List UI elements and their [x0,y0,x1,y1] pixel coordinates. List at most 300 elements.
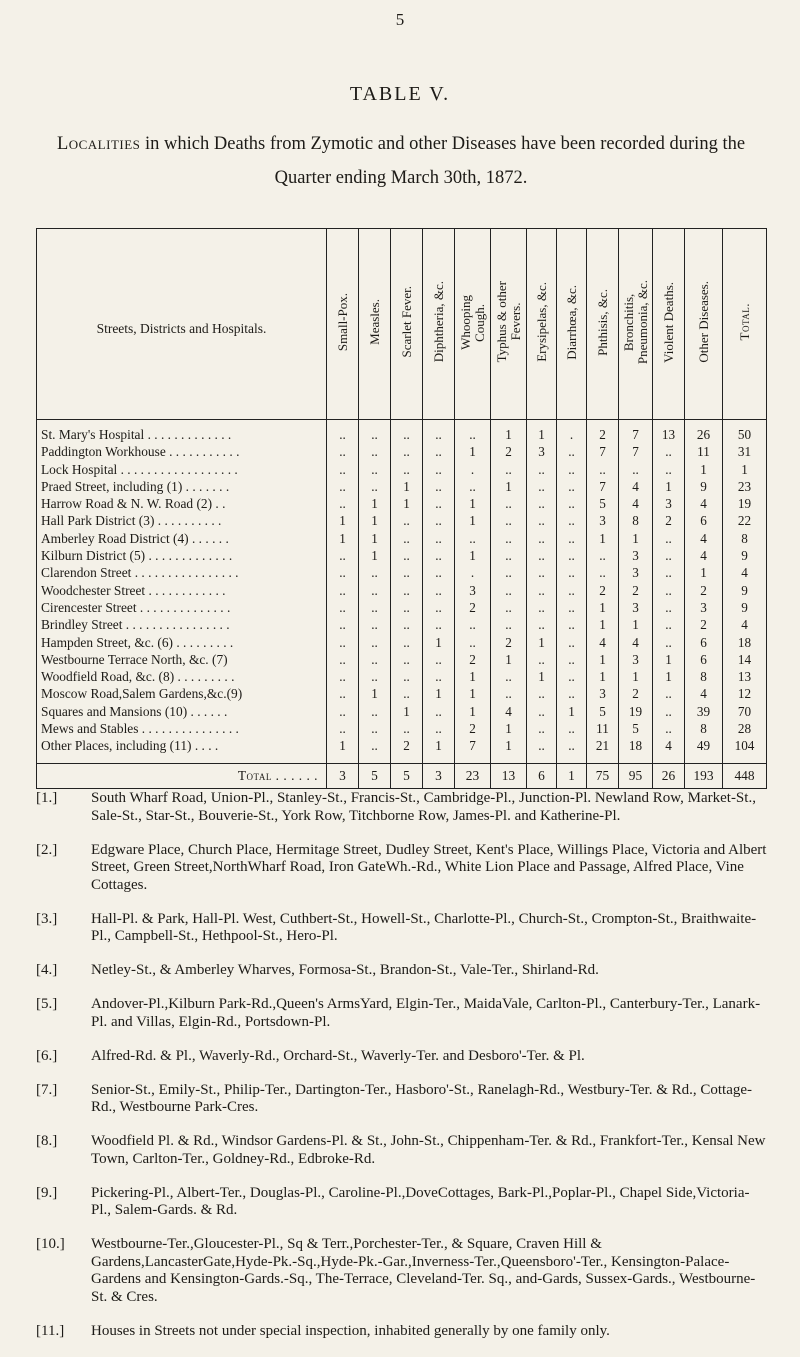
row-locality: Woodfield Road, &c. (8) . . . . . . . . . [37,668,327,685]
footnote [36,842,768,895]
table-cell: . [455,564,491,581]
table-cell: 23 [723,478,767,495]
table-cell: .. [391,599,423,616]
table-cell: 1 [527,634,557,651]
table-cell: .. [527,582,557,599]
table-cell: 1 [491,478,527,495]
table-cell: 4 [619,478,653,495]
col-header-erysipelas: Erysipelas, &c. [527,229,557,420]
subtitle-rest: in which Deaths from Zymotic and other Diseases have been recorded during the Quarter ending March 30th, 1872. [145,134,746,188]
footnote [36,790,768,825]
footnote [36,996,768,1031]
row-locality: Squares and Mansions (10) . . . . . . [37,703,327,720]
table-cell: 4 [685,530,723,547]
table-cell: .. [327,616,359,633]
table-cell: 6 [685,651,723,668]
table-cell: .. [391,461,423,478]
table-cell: .. [653,443,685,460]
table-cell: 1 [491,651,527,668]
table-cell: .. [557,737,587,763]
col-header-other-diseases: Other Diseases. [685,229,723,420]
table-cell: .. [653,634,685,651]
table-cell: .. [359,564,391,581]
table-cell: 1 [327,512,359,529]
table-cell: .. [391,685,423,702]
row-locality: Clarendon Street . . . . . . . . . . . . . . . . [37,564,327,581]
table-cell: .. [527,461,557,478]
footnote [36,1048,768,1066]
table-cell: 5 [587,495,619,512]
table-cell: .. [491,582,527,599]
table-cell: .. [557,599,587,616]
total-cell: 95 [619,763,653,788]
table-cell: .. [359,703,391,720]
table-cell: .. [527,720,557,737]
table-row [37,599,767,616]
table-cell: 9 [723,599,767,616]
total-cell: 26 [653,763,685,788]
table-cell: .. [391,547,423,564]
table-cell: .. [423,547,455,564]
table-cell: 13 [723,668,767,685]
table-cell: .. [557,443,587,460]
table-cell: .. [327,703,359,720]
table-cell: 1 [359,685,391,702]
table-cell: 1 [587,668,619,685]
table-cell: .. [327,495,359,512]
table-cell: 4 [685,547,723,564]
table-cell: .. [491,547,527,564]
total-cell: 75 [587,763,619,788]
table-cell: 5 [619,720,653,737]
table-cell: .. [423,720,455,737]
footnote-text: Andover-Pl.,Kilburn Park-Rd.,Queen's ArmsYard, Elgin-Ter., MaidaVale, Carlton-Pl., Canterbury-Ter., Lanark-Pl. and Villas, Elgin-Rd., Portsdown-Pl. [91,996,761,1030]
table-cell: .. [557,685,587,702]
table-cell: .. [327,547,359,564]
col-header-scarlet-fever: Scarlet Fever. [391,229,423,420]
table-cell: .. [653,616,685,633]
table-cell: 2 [391,737,423,763]
table-cell: 18 [723,634,767,651]
table-cell: .. [423,564,455,581]
table-cell: 14 [723,651,767,668]
footnote-number: [9.] [36,1184,58,1201]
footnote-number: [7.] [36,1081,58,1098]
table-cell: 3 [455,582,491,599]
table-cell: .. [455,478,491,495]
table-cell: 7 [587,478,619,495]
table-cell: .. [557,564,587,581]
table-cell: 1 [359,547,391,564]
table-cell: 1 [619,530,653,547]
total-cell: 23 [455,763,491,788]
table-cell: .. [491,668,527,685]
deaths-table [36,228,767,789]
table-cell: 4 [619,495,653,512]
footnote-number: [4.] [36,962,58,978]
table-cell: .. [327,582,359,599]
total-cell: 448 [723,763,767,788]
table-cell: 3 [619,651,653,668]
row-locality: Mews and Stables . . . . . . . . . . . . . . . [37,720,327,737]
table-cell: 3 [587,685,619,702]
table-cell: .. [359,634,391,651]
table-cell: 50 [723,420,767,444]
table-cell: 1 [653,668,685,685]
table-cell: .. [423,512,455,529]
table-cell: .. [491,616,527,633]
table-cell: 22 [723,512,767,529]
table-cell: 1 [527,668,557,685]
table-cell: 11 [587,720,619,737]
table-cell: .. [327,478,359,495]
table-cell: 11 [685,443,723,460]
table-cell: .. [653,703,685,720]
footnote-text: Alfred-Rd. & Pl., Waverly-Rd., Orchard-St., Waverly-Ter. and Desboro'-Ter. & Pl. [91,1047,585,1064]
footnote-number: [1.] [36,790,58,806]
table-cell: 19 [723,495,767,512]
table-cell: 2 [685,582,723,599]
table-cell: 1 [653,651,685,668]
row-locality: Harrow Road & N. W. Road (2) . . [37,495,327,512]
table-cell: 9 [685,478,723,495]
footnotes [36,790,768,1357]
col-header-diphtheria: Diphtheria, &c. [423,229,455,420]
table-cell: .. [327,420,359,444]
table-cell: 70 [723,703,767,720]
table-row [37,720,767,737]
table-cell: 9 [723,547,767,564]
footnote-text: Netley-St., & Amberley Wharves, Formosa-St., Brandon-St., Vale-Ter., Shirland-Rd. [91,962,599,978]
table-cell: 1 [653,478,685,495]
table-cell: 1 [455,685,491,702]
row-locality: Hampden Street, &c. (6) . . . . . . . . . [37,634,327,651]
col-header-total: Total. [723,229,767,420]
table-cell: .. [557,478,587,495]
table-cell: .. [557,547,587,564]
table-cell: 26 [685,420,723,444]
table-cell: .. [557,582,587,599]
table-cell: .. [587,461,619,478]
table-cell: 1 [391,703,423,720]
table-cell: .. [587,564,619,581]
table-cell: .. [359,420,391,444]
table-cell: .. [423,443,455,460]
table-cell: .. [653,685,685,702]
col-header-small-pox: Small-Pox. [327,229,359,420]
table-row [37,530,767,547]
table-cell: .. [391,564,423,581]
table-cell: .. [653,582,685,599]
footnote-number: [11.] [36,1322,65,1339]
table-cell: .. [527,495,557,512]
table-cell: .. [491,512,527,529]
table-cell: .. [527,737,557,763]
total-cell: 3 [423,763,455,788]
table-cell: .. [359,737,391,763]
footnote-text: Woodfield Pl. & Rd., Windsor Gardens-Pl. & St., John-St., Chippenham-Ter. & Rd., Frankfort-Ter., Kensal New Town, Carlton-Ter., Goldney-Rd., Edbroke-Rd. [91,1133,766,1167]
table-cell: 8 [685,720,723,737]
table-cell: 19 [619,703,653,720]
table-cell: 2 [653,512,685,529]
col-header-measles: Measles. [359,229,391,420]
table-cell: 2 [491,443,527,460]
table-cell: 3 [619,547,653,564]
table-cell: 1 [619,668,653,685]
footnote-text: Houses in Streets not under special inspection, inhabited generally by one family only. [91,1322,610,1339]
table-cell: .. [423,478,455,495]
footnote-number: [10.] [36,1236,65,1252]
table-cell: 1 [455,512,491,529]
table-cell: 4 [685,495,723,512]
page-number: 5 [395,10,405,29]
table-cell: .. [491,530,527,547]
table-cell: 1 [587,599,619,616]
footnote-text: Pickering-Pl., Albert-Ter., Douglas-Pl., Caroline-Pl.,DoveCottages, Bark-Pl.,Poplar-Pl., Chapel Side,Victoria-Pl., Salem-Gards. & Rd. [91,1184,750,1218]
table-cell: .. [527,564,557,581]
col-header-violent-deaths: Violent Deaths. [653,229,685,420]
row-locality: Praed Street, including (1) . . . . . . . [37,478,327,495]
row-locality: Woodchester Street . . . . . . . . . . . . [37,582,327,599]
table-cell: .. [619,461,653,478]
table-cell: 1 [423,737,455,763]
table-cell: .. [327,564,359,581]
table-cell: .. [557,530,587,547]
table-row [37,547,767,564]
table-cell: 1 [391,495,423,512]
table-cell: .. [327,685,359,702]
table-row [37,512,767,529]
table-cell: .. [587,547,619,564]
table-cell: 7 [619,443,653,460]
table-cell: 8 [723,530,767,547]
table-cell: 49 [685,737,723,763]
table-cell: 1 [723,461,767,478]
table-cell: 2 [619,582,653,599]
table-cell: 1 [455,547,491,564]
table-row [37,737,767,763]
table-cell: 3 [527,443,557,460]
table-cell: .. [527,599,557,616]
table-cell: 1 [423,685,455,702]
table-cell: .. [391,420,423,444]
subtitle-lead: Localities [56,134,141,154]
table-row [37,495,767,512]
col-header-whooping-cough: Whooping Cough. [455,229,491,420]
table-cell: 1 [619,616,653,633]
table-cell: 18 [619,737,653,763]
table-cell: 2 [587,582,619,599]
table-cell: 13 [653,420,685,444]
row-locality: Westbourne Terrace North, &c. (7) [37,651,327,668]
table-cell: .. [359,478,391,495]
table-cell: 39 [685,703,723,720]
table-cell: .. [359,668,391,685]
table-cell: 7 [619,420,653,444]
row-locality: Hall Park District (3) . . . . . . . . . . [37,512,327,529]
table-cell: .. [557,495,587,512]
table-row [37,582,767,599]
total-cell: 3 [327,763,359,788]
table-cell: .. [391,443,423,460]
table-cell: .. [653,461,685,478]
total-cell: 1 [557,763,587,788]
table-cell: .. [423,703,455,720]
table-cell: 8 [685,668,723,685]
table-cell: 1 [455,703,491,720]
table-cell: 1 [327,530,359,547]
table-cell: .. [423,668,455,685]
footnote [36,911,768,946]
table-cell: 3 [619,599,653,616]
table-cell: 1 [455,495,491,512]
table-cell: .. [423,495,455,512]
footnote [36,1185,768,1220]
table-cell: .. [359,651,391,668]
table-cell: 4 [587,634,619,651]
footnote-number: [2.] [36,841,58,858]
table-cell: .. [391,651,423,668]
total-cell: 193 [685,763,723,788]
row-locality: Lock Hospital . . . . . . . . . . . . . . . . . . [37,461,327,478]
table-cell: 1 [423,634,455,651]
table-cell: .. [391,668,423,685]
table-cell: 4 [723,564,767,581]
table-cell: 1 [527,420,557,444]
table-cell: .. [391,582,423,599]
table-cell: .. [423,461,455,478]
footnote-number: [6.] [36,1047,58,1064]
col-header-diarrhoea: Diarrhœa, &c. [557,229,587,420]
table-cell: .. [455,420,491,444]
col-header-name: Streets, Districts and Hospitals. [37,229,327,420]
table-cell: .. [359,599,391,616]
table-cell: .. [557,634,587,651]
total-cell: 5 [359,763,391,788]
table-cell: .. [491,599,527,616]
table-cell: .. [391,530,423,547]
table-cell: 2 [685,616,723,633]
table-cell: .. [423,651,455,668]
table-cell: .. [327,599,359,616]
table-cell: 6 [685,512,723,529]
table-cell: .. [327,668,359,685]
table-cell: 21 [587,737,619,763]
footnote-number: [3.] [36,910,58,927]
table-cell: 2 [587,420,619,444]
table-cell: 2 [619,685,653,702]
table-cell: .. [557,720,587,737]
footnote [36,1082,768,1117]
footnote-text: Hall-Pl. & Park, Hall-Pl. West, Cuthbert-St., Howell-St., Charlotte-Pl., Church-St., Crompton-St., Braithwaite-Pl., Campbell-St., Hethpool-St., Hero-Pl. [91,910,757,944]
table-cell: 5 [587,703,619,720]
table-cell: 7 [455,737,491,763]
table-cell: 3 [619,564,653,581]
table-cell: 1 [327,737,359,763]
col-header-phthisis: Phthisis, &c. [587,229,619,420]
row-locality: Amberley Road District (4) . . . . . . [37,530,327,547]
table-cell: 104 [723,737,767,763]
footnote [36,1133,768,1168]
table-title: TABLE V. [349,83,451,105]
table-cell: .. [455,616,491,633]
table-cell: .. [557,616,587,633]
table-cell: .. [557,651,587,668]
table-cell: 1 [359,495,391,512]
table-cell: 1 [587,651,619,668]
table-cell: .. [423,582,455,599]
table-cell: .. [491,495,527,512]
table-row [37,461,767,478]
table-cell: .. [359,461,391,478]
table-cell: 4 [685,685,723,702]
table-cell: 1 [359,530,391,547]
table-cell: 28 [723,720,767,737]
table-row [37,634,767,651]
footnote-text: Edgware Place, Church Place, Hermitage Street, Dudley Street, Kent's Place, Willings Place, Victoria and Albert Street, Green Street,NorthWharf Road, Iron GateWh.-Rd., White Lion Place and Passage, Alfred Place, Vine Cottages. [91,841,767,893]
footnote-text: Westbourne-Ter.,Gloucester-Pl., Sq & Terr.,Porchester-Ter., & Square, Craven Hill & Gardens,LancasterGate,Hyde-Pk.-Sq.,Hyde-Pk.-Gar.,Inverness-Ter.,Queensboro'-Ter., Kensington-Palace-Gardens and Kensington-Gards.-Sq., The-Terrace, Cleveland-Ter. Sq., and-Gards, Sussex-Gards., Westbourne-St. & Cres. [91,1236,756,1305]
table-cell: 3 [587,512,619,529]
table-cell: .. [527,530,557,547]
table-cell: .. [391,512,423,529]
table-cell: 2 [455,599,491,616]
footnote-text: South Wharf Road, Union-Pl., Stanley-St., Francis-St., Cambridge-Pl., Junction-Pl. Newland Row, Market-St., Sale-St., Star-St., Bouverie-St., York Row, Titchborne Row, James-Pl. and Katherine-Pl. [91,790,756,824]
table-cell: . [557,420,587,444]
footnote-text: Senior-St., Emily-St., Philip-Ter., Dartington-Ter., Hasboro'-St., Ranelagh-Rd., Westbury-Ter. & Rd., Cottage-Rd., Westbourne Park-Cres. [91,1081,753,1115]
col-header-typhus: Typhus & other Fevers. [491,229,527,420]
table-cell: .. [527,478,557,495]
table-cell: .. [527,651,557,668]
footnote [36,1236,768,1306]
table-cell: .. [527,703,557,720]
table-cell: 1 [587,530,619,547]
table-cell: .. [527,512,557,529]
table-cell: .. [653,547,685,564]
table-cell: .. [327,720,359,737]
table-cell: 1 [391,478,423,495]
table-row [37,443,767,460]
table-cell: .. [391,720,423,737]
table-cell: .. [391,616,423,633]
table-cell: .. [391,634,423,651]
row-locality: Paddington Workhouse . . . . . . . . . . . [37,443,327,460]
table-cell: 4 [653,737,685,763]
table-cell: .. [359,443,391,460]
table-row [37,564,767,581]
table-cell: 1 [685,564,723,581]
table-cell: .. [527,547,557,564]
footnote [36,962,768,980]
table-cell: .. [491,685,527,702]
table-cell: 4 [723,616,767,633]
table-cell: 7 [587,443,619,460]
table-cell: .. [327,443,359,460]
table-cell: .. [653,530,685,547]
table-row [37,651,767,668]
table-cell: 2 [455,651,491,668]
table-cell: . [455,461,491,478]
table-cell: 1 [455,668,491,685]
header-row [37,229,767,420]
table-cell: 1 [587,616,619,633]
table-cell: 1 [557,703,587,720]
table-subtitle [36,127,766,195]
table-cell: 4 [491,703,527,720]
table-cell: 6 [685,634,723,651]
table-cell: 3 [653,495,685,512]
table-cell: .. [653,564,685,581]
table-cell: .. [423,616,455,633]
